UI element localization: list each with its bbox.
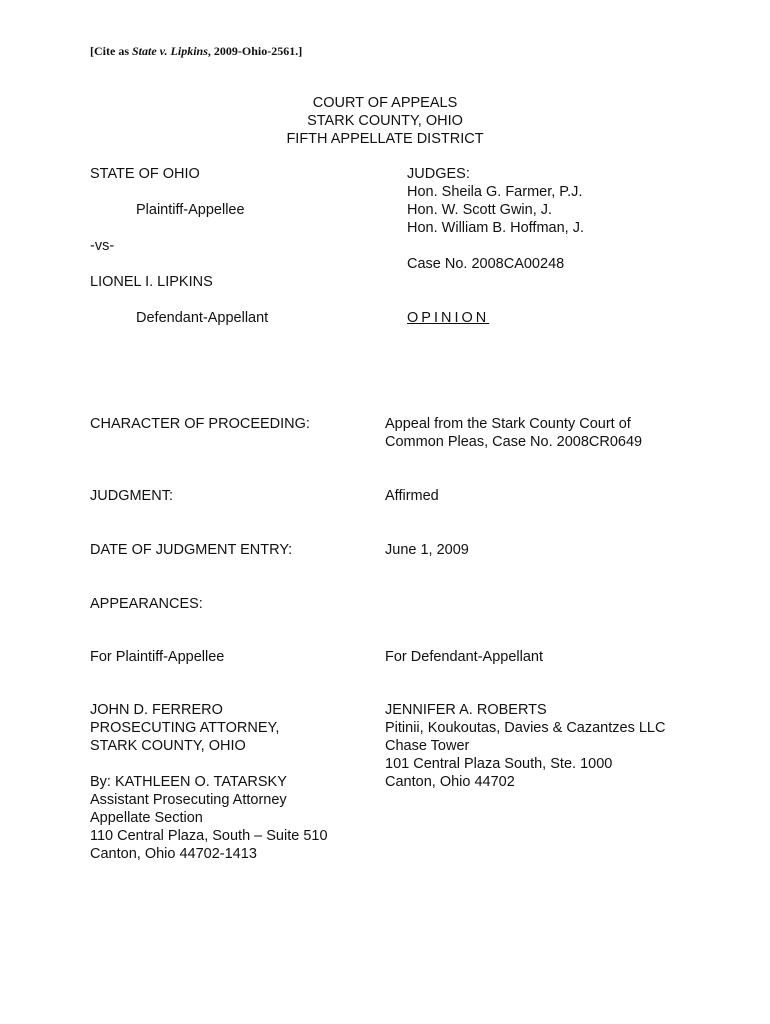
plaintiff-counsel-block xyxy=(90,701,328,863)
court-district: FIFTH APPELLATE DISTRICT xyxy=(286,131,484,147)
plaintiff-role: Plaintiff-Appellee xyxy=(136,202,245,218)
defendant-counsel-line: Chase Tower xyxy=(385,738,470,754)
judge-2: Hon. W. Scott Gwin, J. xyxy=(407,202,553,218)
opinion-label: OPINION xyxy=(407,310,490,326)
citation-case-name: State v. Lipkins xyxy=(132,44,208,58)
versus: -vs- xyxy=(90,238,115,254)
plaintiff-counsel-heading: For Plaintiff-Appellee xyxy=(90,649,225,665)
defendant-role: Defendant-Appellant xyxy=(136,310,269,326)
plaintiff-counsel-line: By: KATHLEEN O. TATARSKY xyxy=(90,774,287,790)
defendant-counsel-heading: For Defendant-Appellant xyxy=(385,649,543,665)
citation-prefix: [Cite as xyxy=(90,44,132,58)
citation-suffix: , 2009-Ohio-2561.] xyxy=(207,44,303,58)
plaintiff-counsel-spacer xyxy=(90,755,328,773)
proceeding-value-line1: Appeal from the Stark County Court of xyxy=(385,416,631,432)
proceeding-value-line2: Common Pleas, Case No. 2008CR0649 xyxy=(385,434,643,450)
proceeding-label: CHARACTER OF PROCEEDING: xyxy=(90,416,310,432)
plaintiff-name: STATE OF OHIO xyxy=(90,166,200,182)
judgment-date-value: June 1, 2009 xyxy=(385,542,469,558)
plaintiff-counsel-line: STARK COUNTY, OHIO xyxy=(90,738,246,754)
plaintiff-counsel-line: Appellate Section xyxy=(90,810,203,826)
plaintiff-counsel-line: Canton, Ohio 44702-1413 xyxy=(90,846,257,862)
plaintiff-counsel-line: JOHN D. FERRERO xyxy=(90,702,223,718)
defendant-counsel-line: Pitinii, Koukoutas, Davies & Cazantzes LLC xyxy=(385,720,666,736)
judge-1: Hon. Sheila G. Farmer, P.J. xyxy=(407,184,583,200)
defendant-name: LIONEL I. LIPKINS xyxy=(90,274,213,290)
citation-line xyxy=(90,42,302,60)
plaintiff-counsel-line: PROSECUTING ATTORNEY, xyxy=(90,720,280,736)
defendant-counsel-line: JENNIFER A. ROBERTS xyxy=(385,702,547,718)
plaintiff-counsel-line: 110 Central Plaza, South – Suite 510 xyxy=(90,828,328,844)
case-number: Case No. 2008CA00248 xyxy=(407,256,565,272)
defendant-counsel-block xyxy=(385,701,665,791)
appearances-heading: APPEARANCES: xyxy=(90,596,203,612)
defendant-counsel-line: Canton, Ohio 44702 xyxy=(385,774,515,790)
judgment-value: Affirmed xyxy=(385,488,439,504)
judge-3: Hon. William B. Hoffman, J. xyxy=(407,220,585,236)
court-name: COURT OF APPEALS xyxy=(312,95,458,111)
judges-heading: JUDGES: xyxy=(407,166,470,182)
plaintiff-counsel-line: Assistant Prosecuting Attorney xyxy=(90,792,287,808)
judgment-label: JUDGMENT: xyxy=(90,488,173,504)
defendant-counsel-line: 101 Central Plaza South, Ste. 1000 xyxy=(385,756,613,772)
judgment-date-label: DATE OF JUDGMENT ENTRY: xyxy=(90,542,293,558)
court-county: STARK COUNTY, OHIO xyxy=(307,113,463,129)
